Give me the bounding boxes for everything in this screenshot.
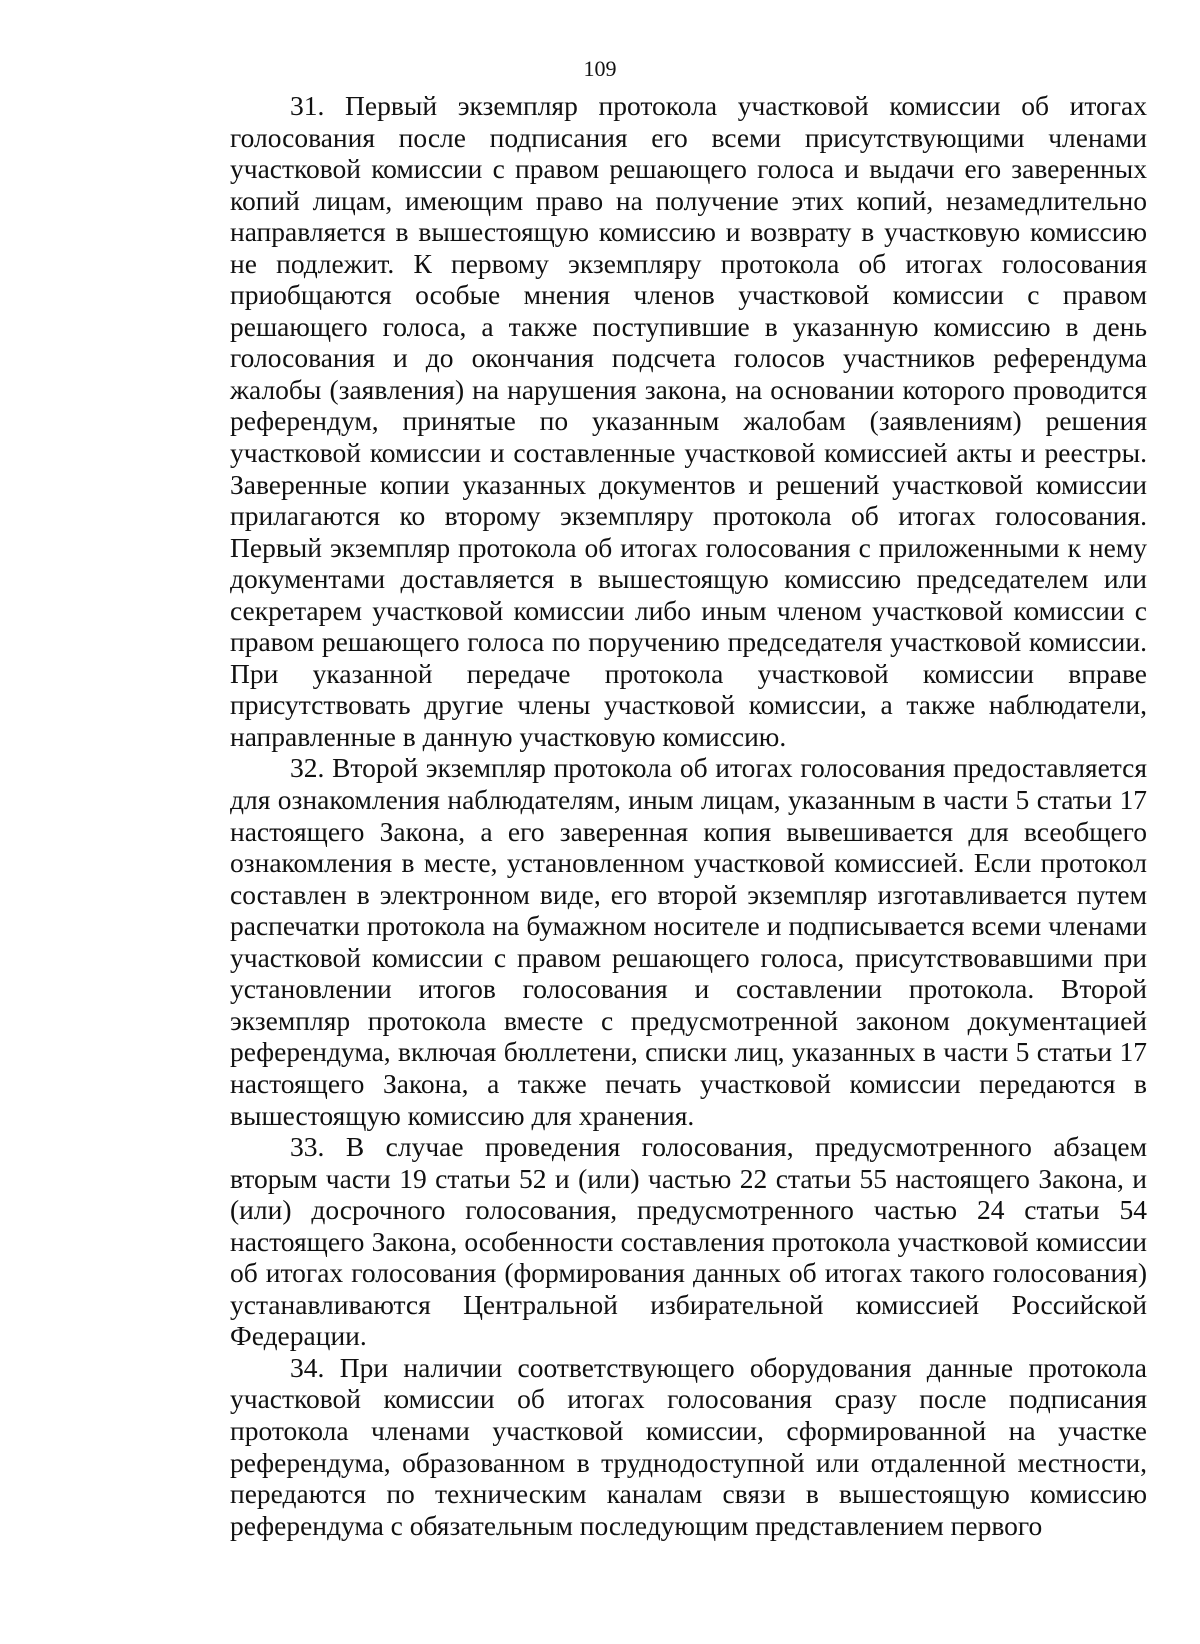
paragraph-32: 32. Второй экземпляр протокола об итогах голосования предоставляется для ознакомления наблюдателям, иным лицам, указанным в части 5 статьи 17 настоящего Закона, а его заверенная копия вывешивается для всеобщего ознакомления в месте, установленном участковой комиссией. Если протокол составлен в электронном виде, его второй экземпляр изготавливается путем распечатки протокола на бумажном носителе и подписывается всеми членами участковой комиссии с правом решающего голоса, присутствовавшими при установлении итогов голосования и составлении протокола. Второй экземпляр протокола вместе с предусмотренной законом документацией референдума, включая бюллетени, списки лиц, указанных в части 5 статьи 17 настоящего Закона, а также печать участковой комиссии передаются в вышестоящую комиссию для хранения. [230, 752, 1147, 1131]
paragraph-33: 33. В случае проведения голосования, предусмотренного абзацем вторым части 19 статьи 52 и (или) частью 22 статьи 55 настоящего Закона, и (или) досрочного голосования, предусмотренного частью 24 статьи 54 настоящего Закона, особенности составления протокола участковой комиссии об итогах голосования (формирования данных об итогах такого голосования) устанавливаются Центральной избирательной комиссией Российской Федерации. [230, 1131, 1147, 1352]
paragraph-34: 34. При наличии соответствующего оборудования данные протокола участковой комиссии об итогах голосования сразу после подписания протокола членами участковой комиссии, сформированной на участке референдума, образованном в труднодоступной или отдаленной местности, передаются по техническим каналам связи в вышестоящую комиссию референдума с обязательным последующим представлением первого [230, 1351, 1147, 1541]
paragraph-31: 31. Первый экземпляр протокола участковой комиссии об итогах голосования после подписания его всеми присутствующими членами участковой комиссии с правом решающего голоса и выдачи его заверенных копий лицам, имеющим право на получение этих копий, незамедлительно направляется в вышестоящую комиссию и возврату в участковую комиссию не подлежит. К первому экземпляру протокола об итогах голосования приобщаются особые мнения членов участковой комиссии с правом решающего голоса, а также поступившие в указанную комиссию в день голосования и до окончания подсчета голосов участников референдума жалобы (заявления) на нарушения закона, на основании которого проводится референдум, принятые по указанным жалобам (заявлениям) решения участковой комиссии и составленные участковой комиссией акты и реестры. Заверенные копии указанных документов и решений участковой комиссии прилагаются ко второму экземпляру протокола об итогах голосования. Первый экземпляр протокола об итогах голосования с приложенными к нему документами доставляется в вышестоящую комиссию председателем или секретарем участковой комиссии либо иным членом участковой комиссии с правом решающего голоса по поручению председателя участковой комиссии. При указанной передаче протокола участковой комиссии вправе присутствовать другие члены участковой комиссии, а также наблюдатели, направленные в данную участковую комиссию. [230, 90, 1147, 752]
page-number: 109 [583, 56, 617, 81]
document-body [230, 90, 1147, 1541]
